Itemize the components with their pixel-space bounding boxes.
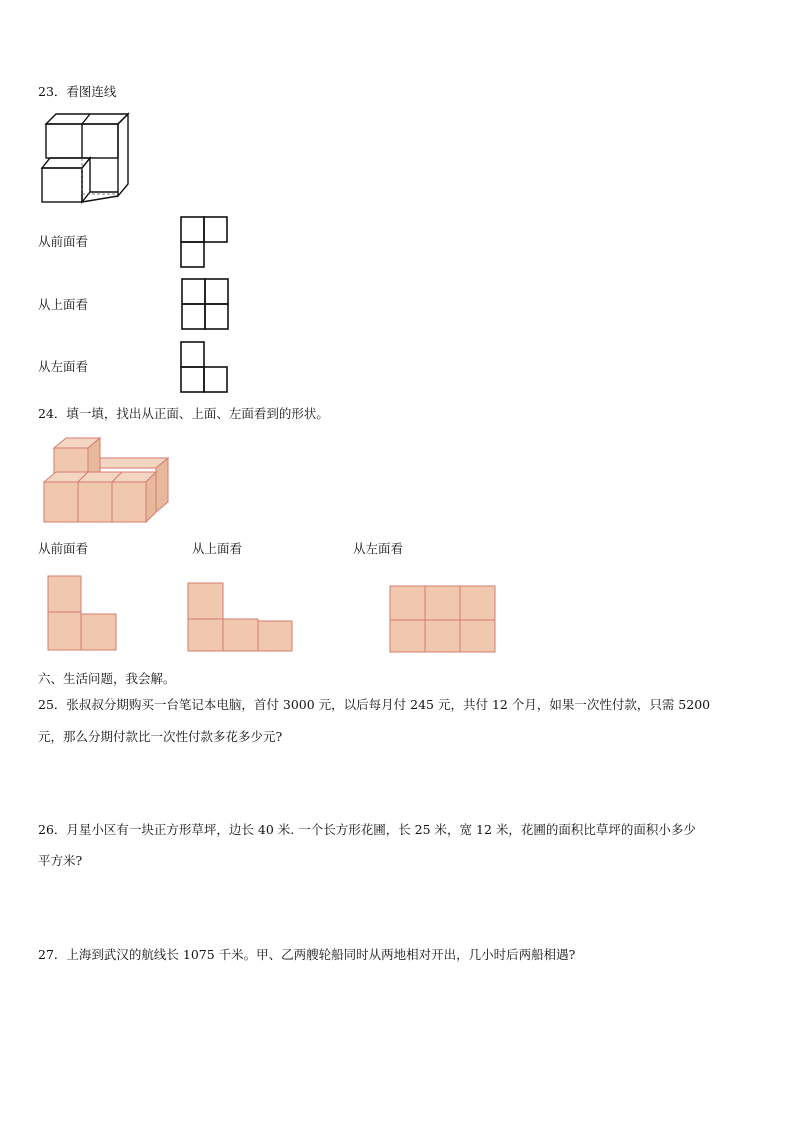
q24-view-left-label: 从左面看: [353, 541, 404, 556]
q27-line1: 27．上海到武汉的航线长 1075 千米。甲、乙两艘轮船同时从两地相对开出，几小时后两船相遇?: [38, 947, 576, 962]
q25-line2: 元，那么分期付款比一次性付款多花多少元?: [38, 729, 283, 744]
section6-title: 六、生活问题，我会解。: [38, 671, 176, 686]
q24-view-front-label: 从前面看: [38, 541, 89, 556]
q24-view-top-label: 从上面看: [192, 541, 243, 556]
q23-shape-a: [179, 215, 229, 271]
q24-title: 24．填一填，找出从正面、上面、左面看到的形状。: [38, 406, 329, 421]
q24-cube-drawing: [42, 436, 177, 526]
q25-line1: 25．张叔叔分期购买一台笔记本电脑，首付 3000 元，以后每月付 245 元，共付 12 个月，如果一次性付款，只需 5200: [38, 697, 711, 712]
q23-shape-c: [179, 340, 231, 396]
q23-cube-drawing: [38, 108, 138, 208]
q23-shape-b: [179, 277, 231, 333]
q23-view-top-label: 从上面看: [38, 297, 89, 312]
q24-front-view-shape: [46, 574, 118, 654]
q23-view-front-label: 从前面看: [38, 234, 89, 249]
q26-line2: 平方米?: [38, 853, 83, 868]
q23-title: 23．看图连线: [38, 84, 117, 99]
q26-line1: 26．月星小区有一块正方形草坪，边长 40 米. 一个长方形花圃，长 25 米，宽 12 米，花圃的面积比草坪的面积小多少: [38, 822, 696, 837]
q23-view-left-label: 从左面看: [38, 359, 89, 374]
q24-top-view-shape: [186, 581, 296, 653]
q24-left-view-shape: [388, 584, 498, 656]
